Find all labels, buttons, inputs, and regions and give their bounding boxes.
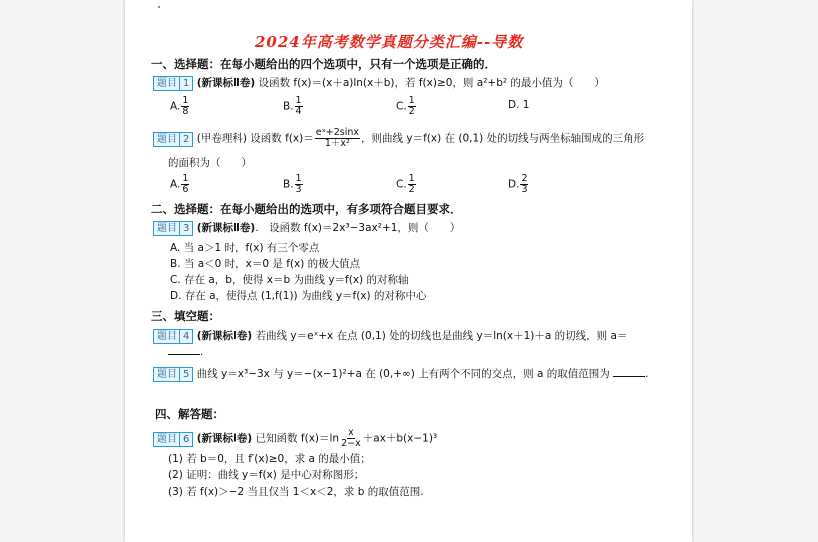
page-title: 2024年高考数学真题分类汇编--导数 xyxy=(255,33,524,51)
section-4-heading: 四、解答题： xyxy=(155,407,224,421)
question-tag: 题目 5 xyxy=(153,367,193,382)
q3-option-d: D. 存在 a，使得点 (1,f(1)) 为曲线 y＝f(x) 的对称中心 xyxy=(170,290,427,302)
q2-option-a: A. $\frac{1}{6}$ xyxy=(170,173,189,195)
answer-blank[interactable] xyxy=(168,345,200,355)
question-tag: 题目 3 xyxy=(153,221,193,236)
q6-part-3: (3) 若 f(x)＞−2 当且仅当 1＜x＜2，求 b 的取值范围. xyxy=(168,486,424,498)
q1-option-a: A. $\frac{1}{8}$ xyxy=(170,95,189,117)
q4-answer-line: . xyxy=(168,345,203,358)
question-6: 题目 6 (新课标Ⅰ卷) 已知函数 f(x)＝ln $\frac{x}{2-x}$ ＋ax＋b(x−1)³ xyxy=(153,428,437,449)
question-tag: 题目 2 xyxy=(153,132,193,147)
q6-part-2: (2) 证明：曲线 y＝f(x) 是中心对称图形； xyxy=(168,469,365,481)
question-4: 题目 4 (新课标Ⅰ卷) 若曲线 y＝eˣ+x 在点 (0,1) 处的切线也是曲线 y＝ln(x＋1)＋a 的切线，则 a＝ xyxy=(153,328,627,344)
question-5: 题目 5 曲线 y＝x³−3x 与 y＝−(x−1)²+a 在 (0,+∞) 上有两个不同的交点，则 a 的取值范围为 . xyxy=(153,366,648,382)
stray-dot xyxy=(158,6,160,8)
document-page xyxy=(125,0,692,542)
q6-part-1: (1) 若 b＝0，且 f′(x)≥0，求 a 的最小值； xyxy=(168,453,371,465)
q3-option-a: A. 当 a＞1 时，f(x) 有三个零点 xyxy=(170,242,320,254)
q2-option-c: C. $\frac{1}{2}$ xyxy=(396,173,415,195)
q1-option-c: C. $\frac{1}{2}$ xyxy=(396,95,415,117)
section-2-heading: 二、选择题：在每小题给出的选项中，有多项符合题目要求． xyxy=(151,202,462,216)
section-3-heading: 三、填空题： xyxy=(151,309,220,323)
question-tag: 题目 6 xyxy=(153,432,193,447)
section-1-heading: 一、选择题：在每小题给出的四个选项中，只有一个选项是正确的． xyxy=(151,57,496,71)
question-tag: 题目 1 xyxy=(153,76,193,91)
q1-option-d: D. 1 xyxy=(508,99,530,111)
answer-blank[interactable] xyxy=(613,367,645,377)
q2-stem-continued: 的面积为（ ） xyxy=(168,157,252,169)
q2-option-b: B. $\frac{1}{3}$ xyxy=(283,173,302,195)
q3-option-b: B. 当 a＜0 时，x＝0 是 f(x) 的极大值点 xyxy=(170,258,361,270)
question-1: 题目 1 (新课标Ⅱ卷) 设函数 f(x)＝(x＋a)ln(x＋b)，若 f(x)≥0，则 a²+b² 的最小值为（ ） xyxy=(153,75,605,91)
question-2: 题目 2 (甲卷理科) 设函数 f(x)＝ $\frac{\text{eˣ+2sinx}}{\text{1＋x²}}$ ，则曲线 y＝f(x) 在 (0,1) 处的切线与两坐标轴围成的三角形 xyxy=(153,128,644,149)
question-tag: 题目 4 xyxy=(153,329,193,344)
q3-option-c: C. 存在 a，b，使得 x＝b 为曲线 y＝f(x) 的对称轴 xyxy=(170,274,409,286)
q2-option-d: D. $\frac{2}{3}$ xyxy=(508,173,528,195)
q1-option-b: B. $\frac{1}{4}$ xyxy=(283,95,302,117)
question-3: 题目 3 (新课标Ⅱ卷). 设函数 f(x)＝2x³−3ax²+1，则（ ） xyxy=(153,220,460,236)
